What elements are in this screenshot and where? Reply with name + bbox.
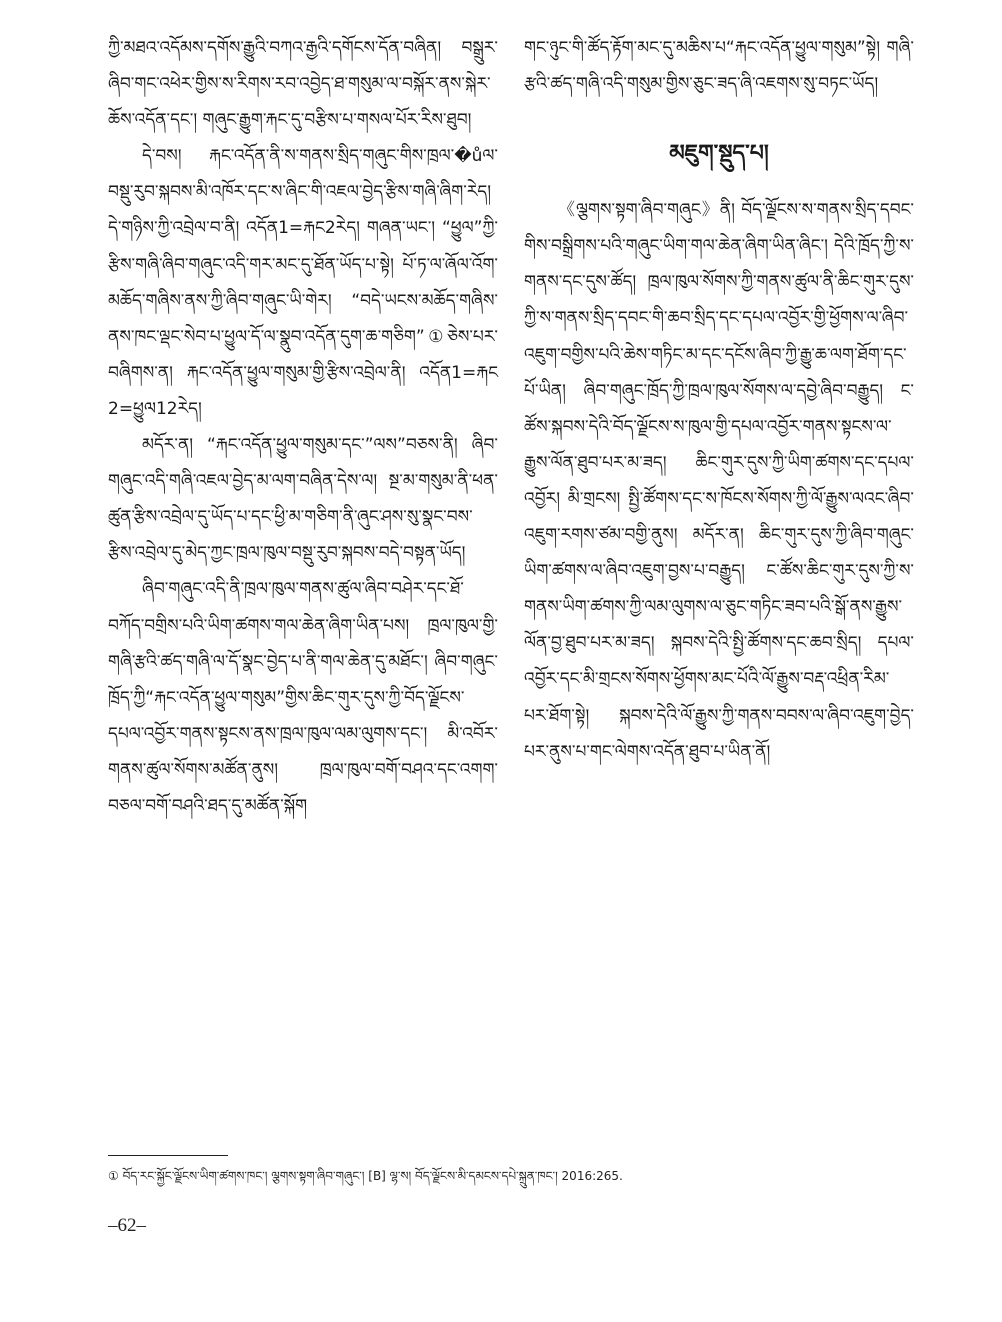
section-heading-conclusion: མཇུག་སྡུད་པ། [669, 141, 769, 167]
right-intro-paragraph: གང་ཉུང་གི་ཚོད་རྟོག་མང་དུ་མཆིས་པ“རྐང་འདོན་ཕྱུལ་གསུམ”སྟེ། གཞི་རྩའི་ཚད་གཞི་འདི་གསུམ་གྱིས་ཅུང་ཟད་ཞི་འཇགས་སུ་བཏང་ཡོད། [524, 38, 914, 95]
left-paragraph-1: ཀྱི་མཐའ་འདོམས་དགོས་རྒྱུའི་བཀའ་རྒྱའི་དགོངས་དོན་བཞིན། བསྒྲུར་ཞིབ་གང་འཕེར་གྱིས་ས་རིགས་རབ་འབྱེད་ཐ་གསུམ་ལ་བསྐོར་ནས་སྐེར་ཆོས་འདོན་དང་། གཞུང་རྒྱུག་རྐང་དུ་བརྩིས་པ་གསལ་པོར་རིས་ཐུབ། [108, 38, 498, 131]
right-paragraph-1: 《ལྕགས་སྟག་ཞིབ་གཞུང》ནི། བོད་ལྗོངས་ས་གནས་སྲིད་དབང་གིས་བསྒྲིགས་པའི་གཞུང་ཡིག་གལ་ཆེན་ཞིག་ཡིན་ཞིང་། དེའི་ཁྲོད་ཀྱི་ས་གནས་དང་དུས་ཚོད། ཁྲལ་ཁུལ་སོགས་ཀྱི་གནས་ཚུལ་ནི་ཆིང་གུར་དུས་ཀྱི་ས་གནས་སྲིད་དབང་གི་ཆབ་སྲིད་དང་དཔལ་འབྱོར་གྱི་ཕྱོགས་ལ་ཞིབ་འཇུག་བགྱིས་པའི་ཆེས་གཏིང་མ་དང་དངོས་ཞིབ་ཀྱི་རྒྱུ་ཆ་ལག་ཐོག་དང་པོ་ཡིན། ཞིབ་གཞུང་ཁྲོད་ཀྱི་ཁྲལ་ཁུལ་སོགས་ལ་དབྱེ་ཞིབ་བརྒྱུད། ང་ཚོས་སྐབས་དེའི་བོད་ལྗོངས་ས་ཁུལ་གྱི་དཔལ་འབྱོར་གནས་སྟངས་ལ་རྒྱུས་ལོན་ཐུབ་པར་མ་ཟད། ཆིང་གུར་དུས་ཀྱི་ཡིག་ཚགས་དང་དཔལ་འབྱོར། མི་གྲངས། སྤྱི་ཚོགས་དང་ས་ཁོངས་སོགས་ཀྱི་ལོ་རྒྱུས་ལའང་ཞིབ་འཇུག་རགས་ཙམ་བགྱི་ནུས། མདོར་ན། ཆིང་གུར་དུས་ཀྱི་ཞིབ་གཞུང་ཡིག་ཚགས་ལ་ཞིབ་འཇུག་བྱས་པ་བརྒྱུད། ང་ཚོས་ཆིང་གུར་དུས་ཀྱི་ས་གནས་ཡིག་ཚགས་ཀྱི་ལམ་ལུགས་ལ་ཅུང་གཏིང་ཟབ་པའི་སྒོ་ནས་རྒྱུས་ལོན་བྱ་ཐུབ་པར་མ་ཟད། སྐབས་དེའི་སྤྱི་ཚོགས་དང་ཆབ་སྲིད། དཔལ་འབྱོར་དང་མི་གྲངས་སོགས་ཕྱོགས་མང་པོའི་ལོ་རྒྱུས་བརྡ་འཕྲིན་རིམ་པར་ཐོག་སྟེ། སྐབས་དེའི་ལོ་རྒྱུས་ཀྱི་གནས་བབས་ལ་ཞིབ་འཇུག་བྱེད་པར་ནུས་པ་གང་ལེགས་འདོན་ཐུབ་པ་ཡིན་ནོ། [524, 200, 914, 762]
right-column [524, 30, 914, 770]
left-column [108, 30, 498, 824]
left-paragraph-4: ཞིབ་གཞུང་འདི་ནི་ཁྲལ་ཁུལ་གནས་ཚུལ་ཞིབ་བཤེར་དང་ཐོ་བཀོད་བགྲིས་པའི་ཡིག་ཚགས་གལ་ཆེན་ཞིག་ཡིན་པས། ཁྲལ་ཁུལ་གྱི་གཞི་རྩའི་ཚད་གཞི་ལ་དོ་སྣང་བྱེད་པ་ནི་གལ་ཆེན་དུ་མཐོང་། ཞིབ་གཞུང་ཁྲོད་ཀྱི“རྐང་འདོན་ཕྱུལ་གསུམ”གྱིས་ཆིང་གུར་དུས་ཀྱི་བོད་ལྗོངས་དཔལ་འབྱོར་གནས་སྟངས་ནས་ཁྲལ་ཁུལ་ལམ་ལུགས་དང་། མི་འབོར་གནས་ཚུལ་སོགས་མཚོན་ནུས། ཁྲལ་ཁུལ་བགོ་བཤའ་དང་འགག་བཅལ་བགོ་བཤའི་ཐད་དུ་མཚོན་སྐོག [108, 579, 498, 816]
left-paragraph-2: དེ་བས། རྐང་འདོན་ནི་ས་གནས་སྲིད་གཞུང་གིས་ཁྲལ་�ůལ་བསྡུ་རུབ་སྐབས་མི་འཁོར་དང་ས་ཞིང་གི་འཇལ་བྱེད་རྩིས་གཞི་ཞིག་རེད། དེ་གཉིས་ཀྱི་འབྲེལ་བ་ནི། འདོན1=རྐང2རེད། གཞན་ཡང་། “ཕྱུལ”ཀྱི་རྩིས་གཞི་ཞིབ་གཞུང་འདི་གར་མང་དུ་ཐོན་ཡོད་པ་སྟེ། པོ་ཏ་ལ་ཞོལ་འོག་མཆོད་གཞིས་ནས་ཀྱི་ཞིབ་གཞུང་ཡི་གེར། “བདེ་ཡངས་མཆོད་གཞིས་ནས་ཁང་ལྡང་སེབ་པ་ཕྱུལ་དོ་ལ་སྣུབ་འདོན་དུག་ཆ་གཅིག”①ཅེས་པར་བཞིགས་ན། རྐང་འདོན་ཕྱུལ་གསུམ་གྱི་རྩིས་འབྲེལ་ནི། འདོན1=རྐང 2=ཕྱུལ12རེད། [108, 146, 498, 419]
footnote [108, 1166, 908, 1186]
page-number: –62– [108, 1215, 146, 1236]
footnote-marker: ① [108, 1169, 119, 1183]
footnote-divider [108, 1155, 228, 1156]
footnote-text: བོད་རང་སྐྱོང་ལྗོངས་ཡིག་ཚགས་ཁང་། ལྕགས་སྟག་ཞིབ་གཞུང་། [B] ལྷ་ས། བོད་ལྗོངས་མི་དམངས་དཔེ་སྐྲུན་ཁང་། 2016:265. [122, 1169, 623, 1183]
left-paragraph-3: མདོར་ན། “རྐང་འདོན་ཕྱུལ་གསུམ་དང་”ལས”བཅས་ནི། ཞིབ་གཞུང་འདི་གཞི་འཇལ་བྱེད་མ་ལག་བཞིན་དེས་ལ། སྔ་མ་གསུམ་ནི་ཕན་ཚུན་རྩིས་འབྲེལ་དུ་ཡོད་པ་དང་ཕྱི་མ་གཅིག་ནི་ཞུང་ཤས་སུ་སྣང་བས་རྩིས་འབྲེལ་དུ་མེད་ཀྱང་ཁྲལ་ཁུལ་བསྡུ་རུབ་སྐབས་བདེ་བསྟན་ཡོད། [108, 435, 498, 564]
